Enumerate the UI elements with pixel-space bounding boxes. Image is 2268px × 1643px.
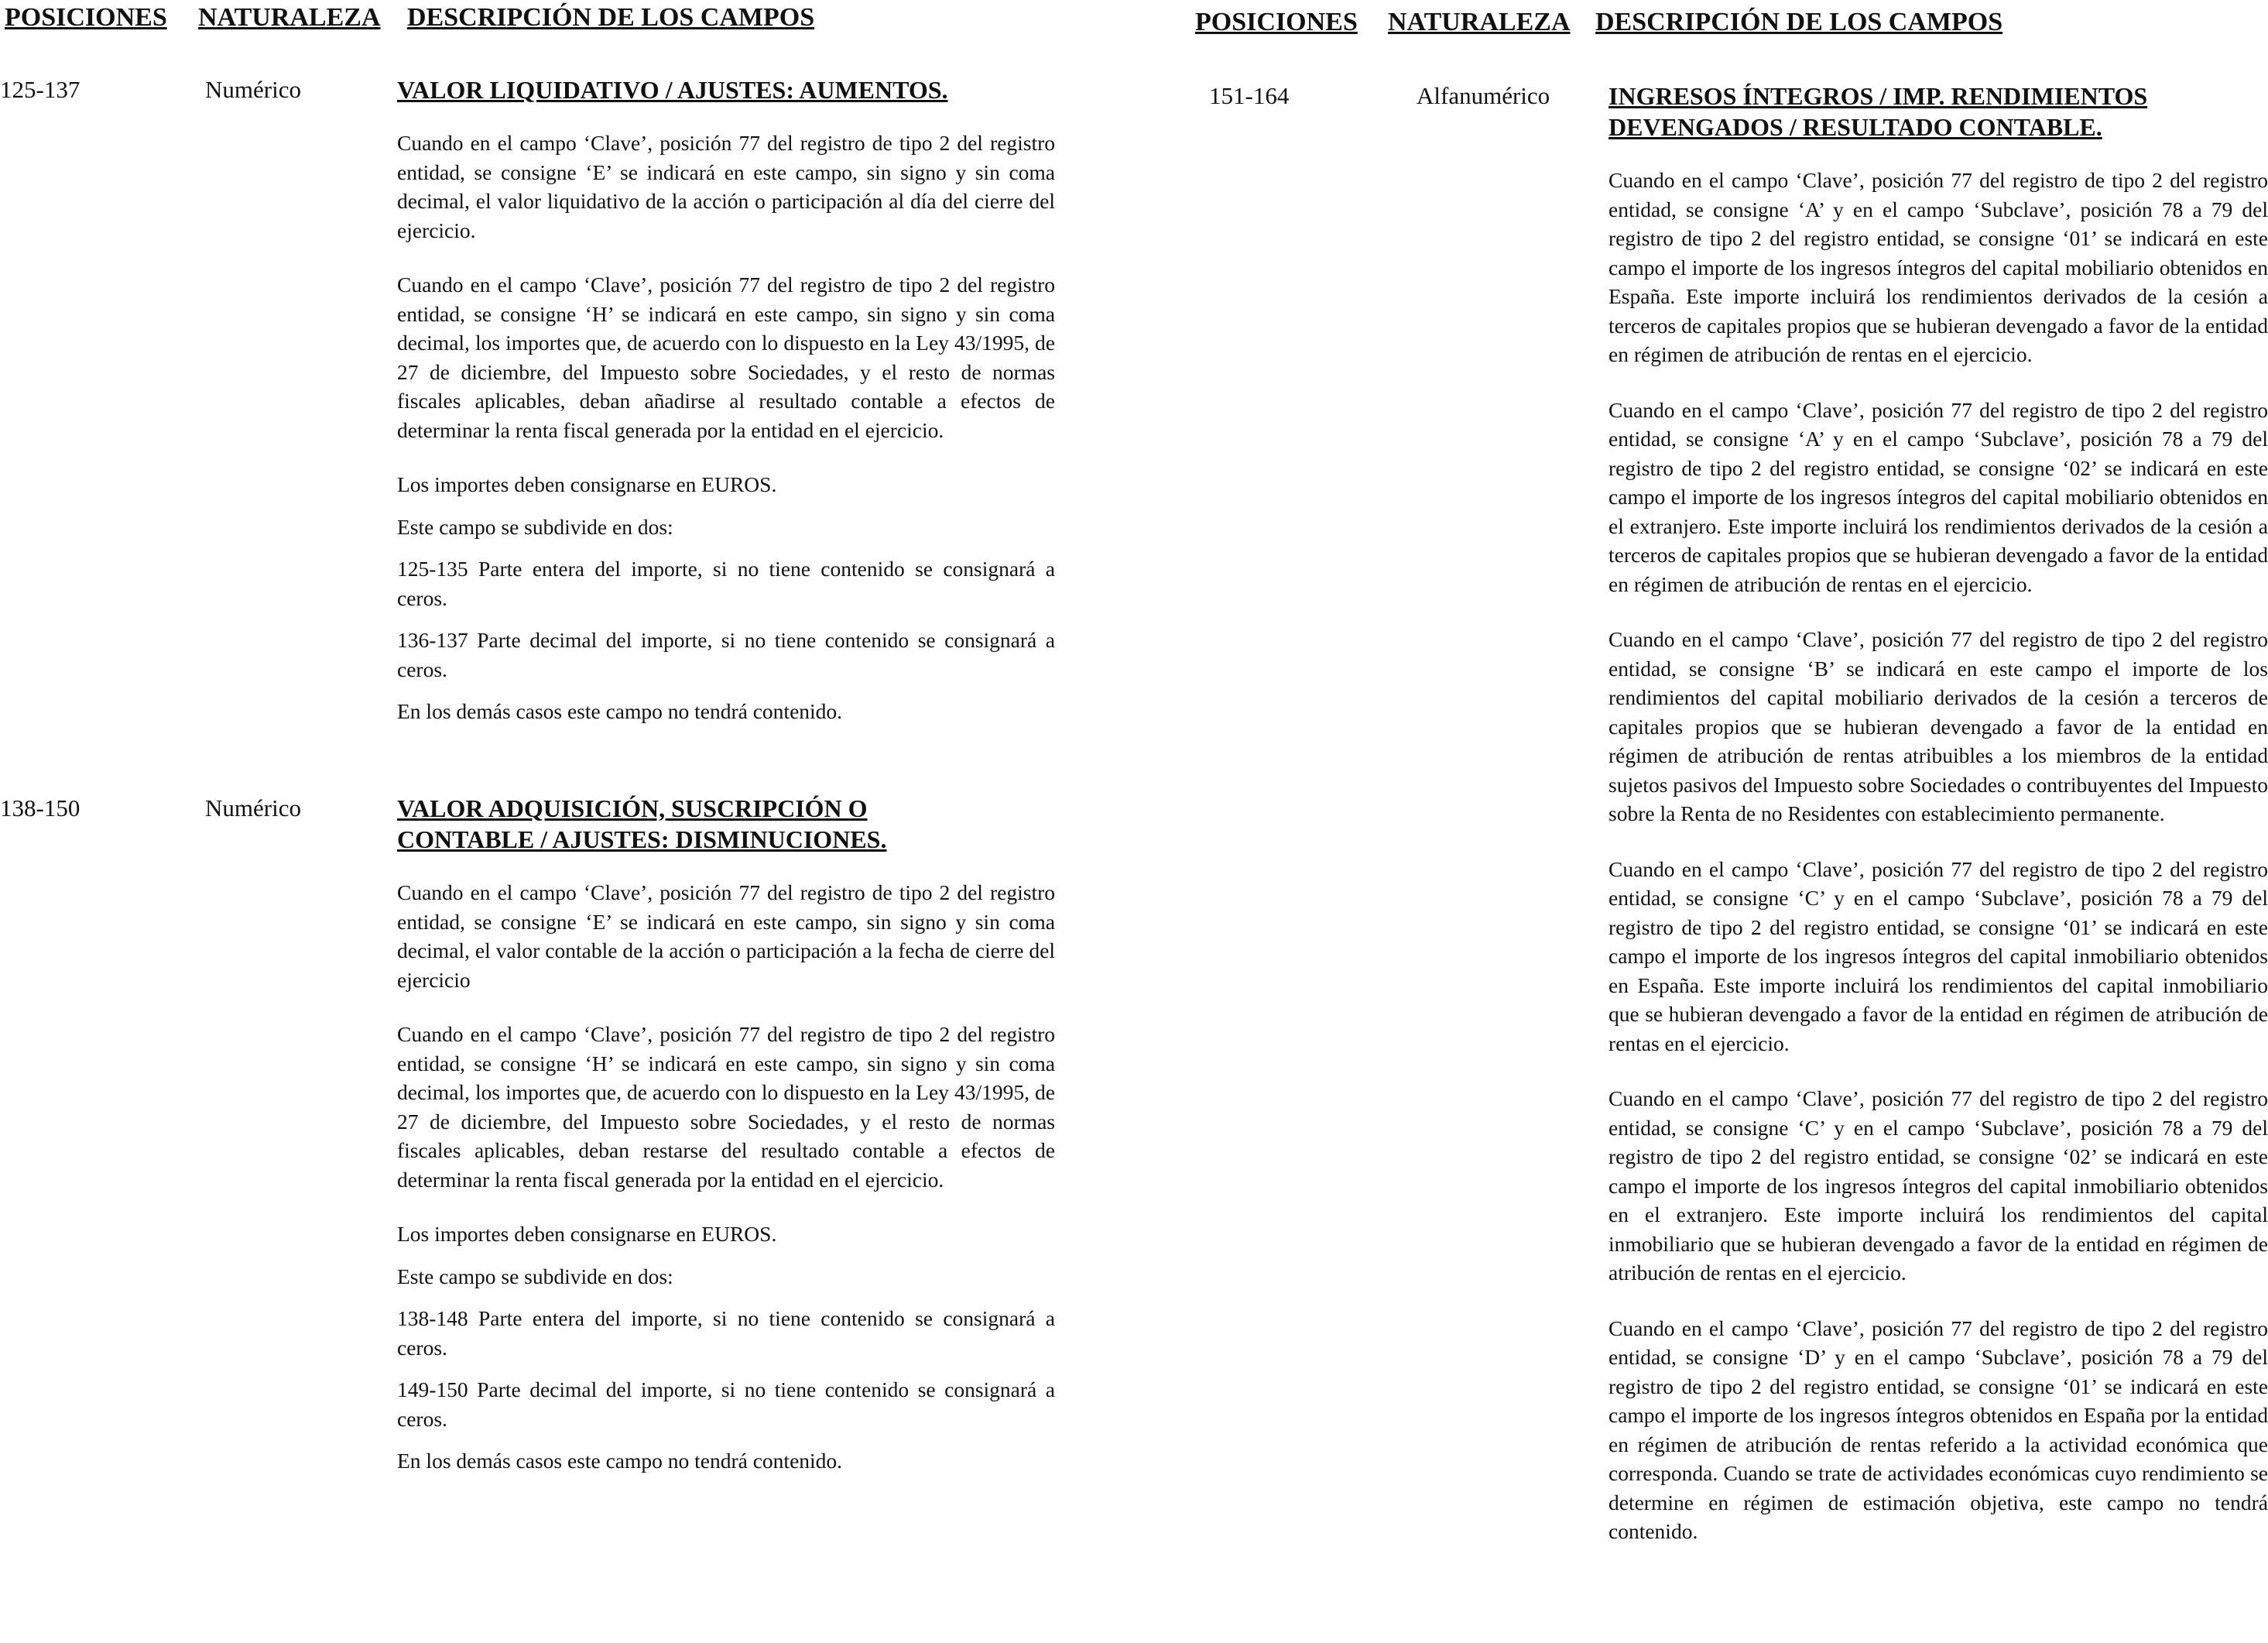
field-nature: Numérico [205,76,301,103]
header-posiciones: POSICIONES [5,3,167,32]
paragraph: 149-150 Parte decimal del importe, si no tiene contenido se consignará a ceros. [397,1377,1055,1431]
paragraph: Cuando en el campo ‘Clave’, posición 77 del registro de tipo 2 del registro entidad, se consigne ‘A’ y en el campo ‘Subclave’, posición 78 a 79 del registro de tipo 2 del registro entidad, se consigne ‘01’ se indicará en este campo el importe de los ingresos íntegros del capital mobiliario obtenidos en España. Este importe incluirá los rendimientos derivados de la cesión a terceros de capitales propios que se hubieran devengado a favor de la entidad en régimen de atribución de rentas en el ejercicio. [1608,168,2268,366]
field-description [397,793,1055,1476]
paragraph: Los importes deben consignarse en EUROS. [397,1222,777,1246]
paragraph: En los demás casos este campo no tendrá contenido. [397,699,843,723]
header-naturaleza: NATURALEZA [198,3,381,32]
paragraph: 138-148 Parte entera del importe, si no tiene contenido se consignará a ceros. [397,1306,1055,1360]
paragraph: Cuando en el campo ‘Clave’, posición 77 del registro de tipo 2 del registro entidad, se consigne ‘H’ se indicará en este campo, sin signo y sin coma decimal, los importes que, de acuerdo con lo dispuesto en la Ley 43/1995, de 27 de diciembre, del Impuesto sobre Sociedades, y el resto de normas fiscales aplicables, deban añadirse al resultado contable a efectos de determinar la renta fiscal generada por la entidad en el ejercicio. [397,273,1055,442]
header-descripcion: DESCRIPCIÓN DE LOS CAMPOS [407,3,815,32]
field-positions: 125-137 [0,76,81,103]
field-positions: 138-150 [0,794,81,822]
left-page [0,0,1115,1643]
header-descripcion: DESCRIPCIÓN DE LOS CAMPOS [1595,8,2003,36]
paragraph: Los importes deben consignarse en EUROS. [397,472,777,496]
paragraph: En los demás casos este campo no tendrá contenido. [397,1449,843,1473]
paragraph: Cuando en el campo ‘Clave’, posición 77 del registro de tipo 2 del registro entidad, se consigne ‘D’ y en el campo ‘Subclave’, posición 78 a 79 del registro de tipo 2 del registro entidad, se consigne ‘01’ se indicará en este campo el importe de los ingresos íntegros obtenidos en España por la entidad en régimen de atribución de rentas referido a la actividad económica que corresponda. Cuando se trate de actividades económicas cuyo rendimiento se determine en régimen de estimación objetiva, este campo no tendrá contenido. [1608,1315,2268,1543]
right-page [1130,0,2268,1643]
paragraph: Cuando en el campo ‘Clave’, posición 77 del registro de tipo 2 del registro entidad, se consigne ‘H’ se indicará en este campo, sin signo y sin coma decimal, los importes que, de acuerdo con lo dispuesto en la Ley 43/1995, de 27 de diciembre, del Impuesto sobre Sociedades, y el resto de normas fiscales aplicables, deban restarse del resultado contable a efectos de determinar la renta fiscal generada por la entidad en el ejercicio. [397,1022,1055,1192]
paragraph: Cuando en el campo ‘Clave’, posición 77 del registro de tipo 2 del registro entidad, se consigne ‘B’ se indicará en este campo el importe de los rendimientos del capital mobiliario derivados de la cesión a terceros de capitales propios que se hubieran devengado a favor de la entidad en régimen de atribución de rentas atribuibles a los miembros de la entidad sujetos pasivos del Impuesto sobre Sociedades o contribuyentes del Impuesto sobre la Renta de no Residentes con establecimiento permanente. [1608,627,2268,825]
field-description [397,74,1055,726]
paragraph: Cuando en el campo ‘Clave’, posición 77 del registro de tipo 2 del registro entidad, se consigne ‘A’ y en el campo ‘Subclave’, posición 78 a 79 del registro de tipo 2 del registro entidad, se consigne ‘02’ se indicará en este campo el importe de los ingresos íntegros del capital mobiliario obtenidos en el extranjero. Este importe incluirá los rendimientos derivados de la cesión a terceros de capitales propios que se hubieran devengado a favor de la entidad en régimen de atribución de rentas en el ejercicio. [1608,397,2268,596]
paragraph: Este campo se subdivide en dos: [397,1264,673,1288]
field-positions: 151-164 [1209,82,1290,109]
field-title: VALOR LIQUIDATIVO / AJUSTES: AUMENTOS. [397,76,948,104]
paragraph: 125-135 Parte entera del importe, si no tiene contenido se consignará a ceros. [397,557,1055,610]
field-nature: Alfanumérico [1417,82,1550,109]
paragraph: Cuando en el campo ‘Clave’, posición 77 del registro de tipo 2 del registro entidad, se consigne ‘E’ se indicará en este campo, sin signo y sin coma decimal, el valor liquidativo de la acción o participación al día del cierre del ejercicio. [397,131,1055,242]
field-nature: Numérico [205,794,301,822]
paragraph: Cuando en el campo ‘Clave’, posición 77 del registro de tipo 2 del registro entidad, se consigne ‘C’ y en el campo ‘Subclave’, posición 78 a 79 del registro de tipo 2 del registro entidad, se consigne ‘02’ se indicará en este campo el importe de los ingresos íntegros del capital inmobiliario obtenidos en el extranjero. Este importe incluirá los rendimientos del capital inmobiliario que se hubieran devengado a favor de la entidad en régimen de atribución de rentas en el ejercicio. [1608,1086,2268,1285]
paragraph: Cuando en el campo ‘Clave’, posición 77 del registro de tipo 2 del registro entidad, se consigne ‘E’ se indicará en este campo, sin signo y sin coma decimal, el valor contable de la acción o participación a la fecha de cierre del ejercicio [397,880,1055,992]
paragraph: 136-137 Parte decimal del importe, si no tiene contenido se consignará a ceros. [397,628,1055,681]
paragraph: Este campo se subdivide en dos: [397,514,673,539]
field-description [1608,81,2268,1546]
header-posiciones: POSICIONES [1195,8,1358,36]
header-naturaleza: NATURALEZA [1388,8,1571,36]
paragraph: Cuando en el campo ‘Clave’, posición 77 del registro de tipo 2 del registro entidad, se consigne ‘C’ y en el campo ‘Subclave’, posición 78 a 79 del registro de tipo 2 del registro entidad, se consigne ‘01’ se indicará en este campo el importe de los ingresos íntegros del capital inmobiliario obtenidos en España. Este importe incluirá los rendimientos del capital inmobiliario que se hubieran devengado a favor de la entidad en régimen de atribución de rentas en el ejercicio. [1608,856,2268,1055]
field-title: INGRESOS ÍNTEGROS / IMP. RENDIMIENTOS DEVENGADOS / RESULTADO CONTABLE. [1608,82,2148,141]
field-title: VALOR ADQUISICIÓN, SUSCRIPCIÓN O CONTABLE / AJUSTES: DISMINUCIONES. [397,794,887,853]
